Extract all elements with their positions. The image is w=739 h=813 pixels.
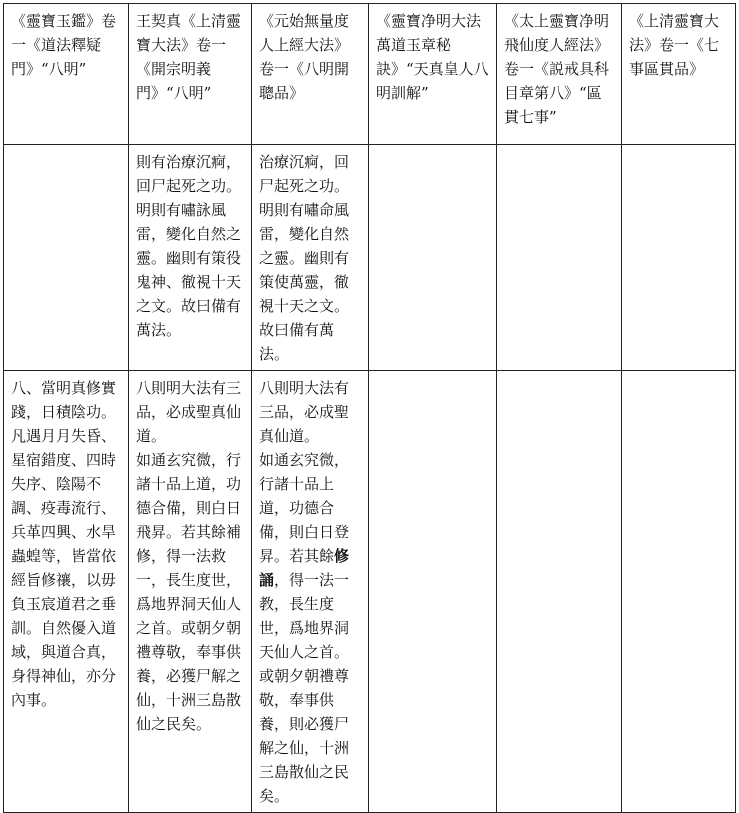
bold-term: 修誦	[259, 547, 350, 589]
header-cell: 《上清靈寶大法》卷一《七事區貫品》	[622, 4, 736, 145]
table-cell	[622, 145, 736, 371]
table-cell	[369, 371, 497, 813]
table-row	[4, 145, 736, 371]
header-cell: 《靈寶净明大法萬道玉章秘訣》“天真皇人八明訓解”	[369, 4, 497, 145]
header-cell: 《太上靈寶净明飛仙度人經法》卷一《説戒具科目章第八》“區貫七事”	[497, 4, 622, 145]
cell-text: ，得一法一教，長生度世，爲地界洞天仙人之首。或朝夕朝禮尊敬，奉事供養，則必獲尸解之仙，十洲三島散仙之民矣。	[259, 571, 350, 805]
table-cell: 治療沉痾，回尸起死之功。明則有嘯命風雷，變化自然之靈。幽則有策使萬靈，徹視十天之文。故曰備有萬法。	[252, 145, 369, 371]
table-cell	[4, 145, 129, 371]
table-row	[4, 371, 736, 813]
table-cell	[497, 371, 622, 813]
table-cell	[497, 145, 622, 371]
comparison-table	[3, 3, 736, 813]
cell-text: 八則明大法有三品，必成聖真仙道。 如通玄究微，行諸十品上道，功德合備，則白日登昇。若其餘	[259, 379, 350, 565]
table-cell: 則有治療沉痾，回尸起死之功。明則有嘯詠風雷，變化自然之靈。幽則有策役鬼神、徹視十天之文。故曰備有萬法。	[129, 145, 252, 371]
table-header-row	[4, 4, 736, 145]
table-cell: 八、當明真修實踐，日積陰功。凡遇月月失昏、星宿錯度、四時失序、陰陽不調、疫毒流行、兵革四興、水旱蟲蝗等，皆當依經旨修禳，以毋負玉宸道君之垂訓。自然優入道域，與道合真，身得神仙，亦分內事。	[4, 371, 129, 813]
table-cell: 八則明大法有三品，必成聖真仙道。 如通玄究微，行諸十品上道，功德合備，則白日飛昇。若其餘補修，得一法救一，長生度世，爲地界洞天仙人之首。或朝夕朝禮尊敬，奉事供養，必獲尸解之仙，十洲三島散仙之民矣。	[129, 371, 252, 813]
table-cell	[369, 145, 497, 371]
header-cell: 《靈寶玉鑑》卷一《道法釋疑門》“八明”	[4, 4, 129, 145]
header-cell: 王契真《上清靈寶大法》卷一《開宗明義門》“八明”	[129, 4, 252, 145]
table-cell	[252, 371, 369, 813]
header-cell: 《元始無量度人上經大法》卷一《八明開聰品》	[252, 4, 369, 145]
table-cell	[622, 371, 736, 813]
